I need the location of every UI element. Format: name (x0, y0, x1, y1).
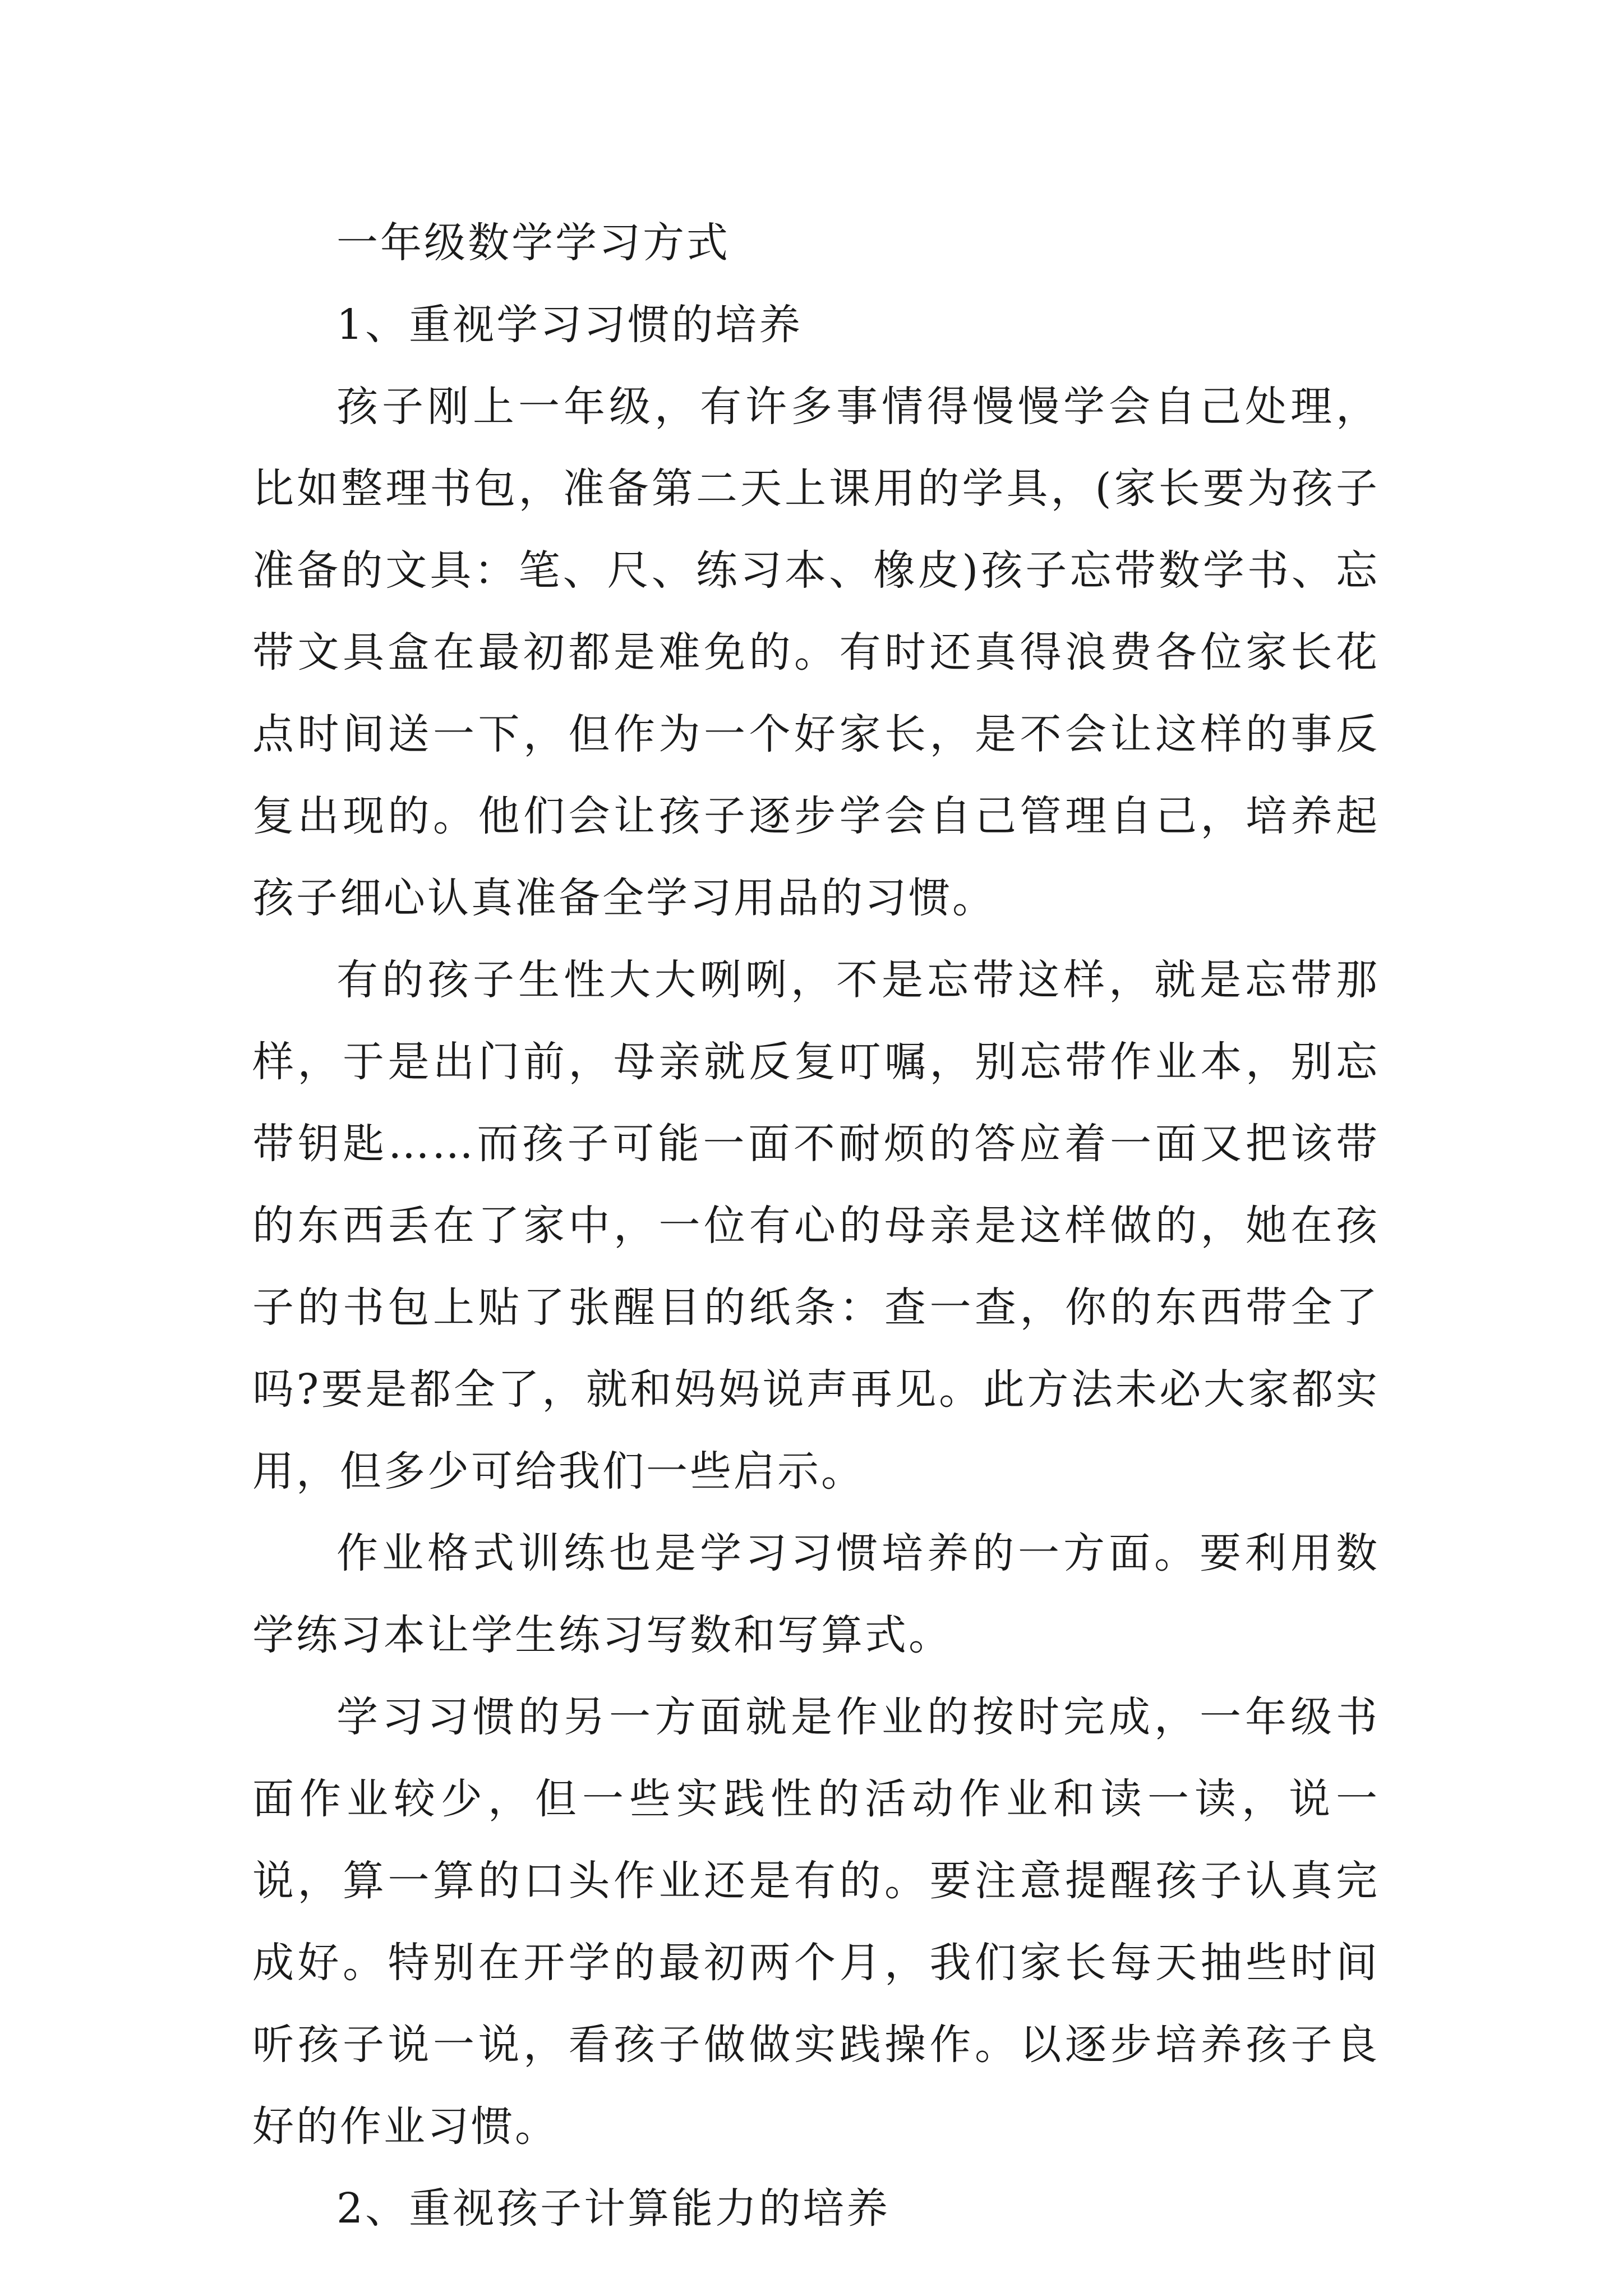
paragraph: 有的孩子生性大大咧咧，不是忘带这样，就是忘带那样，于是出门前，母亲就反复叮嘱，别忘带作业本，别忘带钥匙……而孩子可能一面不耐烦的答应着一面又把该带的东西丢在了家中，一位有心的母亲是这样做的，她在孩子的书包上贴了张醒目的纸条：查一查，你的东西带全了吗?要是都全了，就和妈妈说声再见。此方法未必大家都实用，但多少可给我们一些启示。 (252, 956, 1380, 1496)
section-heading-1: 1、重视学习习惯的培养 (336, 301, 803, 349)
section-heading-2: 2、重视孩子计算能力的培养 (336, 2184, 891, 2233)
document-body (252, 202, 1380, 2249)
paragraph: 作业格式训练也是学习习惯培养的一方面。要利用数学练习本让学生练习写数和写算式。 (252, 1529, 1380, 1659)
document-title: 一年级数学学习方式 (336, 219, 730, 267)
paragraph: 孩子刚上一年级，有许多事情得慢慢学会自己处理，比如整理书包，准备第二天上课用的学具，(家长要为孩子准备的文具：笔、尺、练习本、橡皮)孩子忘带数学书、忘带文具盒在最初都是难免的。有时还真得浪费各位家长花点时间送一下，但作为一个好家长，是不会让这样的事反复出现的。他们会让孩子逐步学会自己管理自己，培养起孩子细心认真准备全学习用品的习惯。 (252, 383, 1380, 922)
paragraph: 学习习惯的另一方面就是作业的按时完成，一年级书面作业较少，但一些实践性的活动作业和读一读，说一说，算一算的口头作业还是有的。要注意提醒孩子认真完成好。特别在开学的最初两个月，我们家长每天抽些时间听孩子说一说，看孩子做做实践操作。以逐步培养孩子良好的作业习惯。 (252, 1693, 1380, 2151)
